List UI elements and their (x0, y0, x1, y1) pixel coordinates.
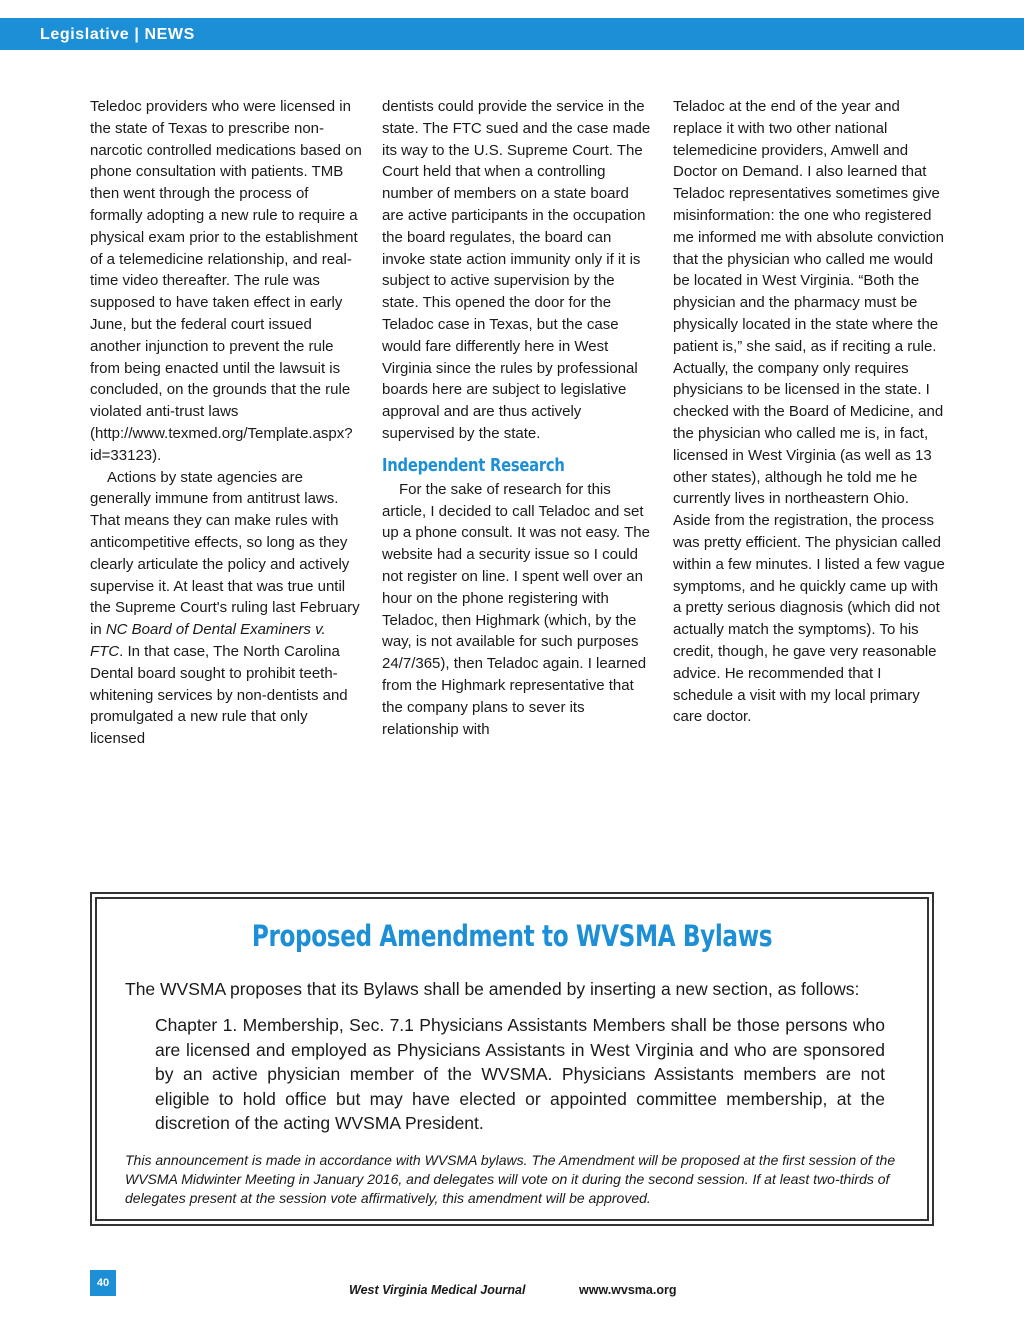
article-paragraph: Teledoc providers who were licensed in the state of Texas to prescribe non-narcotic controlled medications based on phone consultation with patients. TMB then went through the process of formally adopting a new rule to require a physical exam prior to the establishment of a telemedicine relationship, and real-time video thereafter. The rule was supposed to have taken effect in early June, but the federal court issued another injunction to prevent the rule from being enacted until the lawsuit is concluded, on the grounds that the rule violated anti-trust laws (http://www.texmed.org/Template.aspx?id=33123). (90, 98, 362, 464)
section-label: Legislative | NEWS (40, 26, 195, 43)
case-name: NC Board of Dental Examiners v. FTC (90, 621, 326, 660)
amendment-intro: The WVSMA proposes that its Bylaws shall be amended by inserting a new section, as follows: (125, 979, 860, 999)
amendment-note: This announcement is made in accordance with WVSMA bylaws. The Amendment will be proposed at the first session of the WVSMA Midwinter Meeting in January 2016, and delegates will vote on it during the second session. If at least two-thirds of delegates present at the session vote affirmatively, this amendment will be approved. (125, 1152, 896, 1206)
header-bar (0, 18, 1024, 50)
article-column-3 (673, 96, 945, 728)
article-column-1 (90, 96, 362, 750)
amendment-title: Proposed Amendment to WVSMA Bylaws (251, 919, 773, 953)
amendment-box (90, 892, 934, 1226)
journal-name: West Virginia Medical Journal (349, 1283, 526, 1297)
article-paragraph: Teladoc at the end of the year and replace it with two other national telemedicine providers, Amwell and Doctor on Demand. I also learned that Teladoc representatives sometimes give misinformation: the one who registered me informed me with absolute conviction that the physician who called me would be located in West Virginia. “Both the physician and the pharmacy must be physically located in the state where the patient is,” she said, as if reciting a rule. Actually, the company only requires physicians to be licensed in the state. I checked with the Board of Medicine, and the physician who called me is, in fact, licensed in West Virginia (as well as 13 other states), although he told me he currently lives in northeastern Ohio. Aside from the registration, the process was pretty efficient. The physician called within a few minutes. I listed a few vague symptoms, and he quickly came up with a pretty serious diagnosis (which did not actually match the symptoms). To his credit, though, he gave very reasonable advice. He recommended that I schedule a visit with my local primary care doctor. (673, 98, 945, 726)
article-paragraph: dentists could provide the service in the state. The FTC sued and the case made its way to the U.S. Supreme Court. The Court held that when a controlling number of members on a state board are active participants in the occupation the board regulates, the board can invoke state action immunity only if it is subject to active supervision by the state. This opened the door for the Teladoc case in Texas, but the case would fare differently here in West Virginia since the rules by professional boards here are subject to legislative approval and are thus actively supervised by the state. (382, 98, 651, 442)
article-column-2 (382, 96, 654, 740)
amendment-body: Chapter 1. Membership, Sec. 7.1 Physicians Assistants Members shall be those persons who are licensed and employed as Physicians Assistants in West Virginia and who are sponsored by an active physician member of the WVSMA. Physicians Assistants members are not eligible to hold office but may have elected or appointed committee membership, at the discretion of the acting WVSMA President. (155, 1015, 885, 1133)
amendment-box-inner (95, 897, 929, 1221)
article-paragraph: For the sake of research for this article, I decided to call Teladoc and set up a phone consult. It was not easy. The website had a security issue so I could not register on line. I spent well over an hour on the phone registering with Teladoc, then Highmark (which, by the way, is not available for such purposes 24/7/365), then Teladoc again. I learned from the Highmark representative that the company plans to sever its relationship with (382, 480, 650, 738)
paragraph-text: Actions by state agencies are generally immune from antitrust laws. That means they can make rules with anticompetitive effects, so long as they clearly articulate the policy and actively supervise it. At least that was true until the Supreme Court's ruling last February in (90, 468, 360, 639)
section-subheading: Independent Research (382, 454, 565, 476)
paragraph-text: . In that case, The North Carolina Dental board sought to prohibit teeth-whitening services by non-dentists and promulgated a new rule that only licensed (90, 642, 348, 748)
website-url[interactable]: www.wvsma.org (579, 1283, 677, 1297)
article-paragraph (90, 467, 362, 750)
page-number: 40 (90, 1270, 116, 1296)
